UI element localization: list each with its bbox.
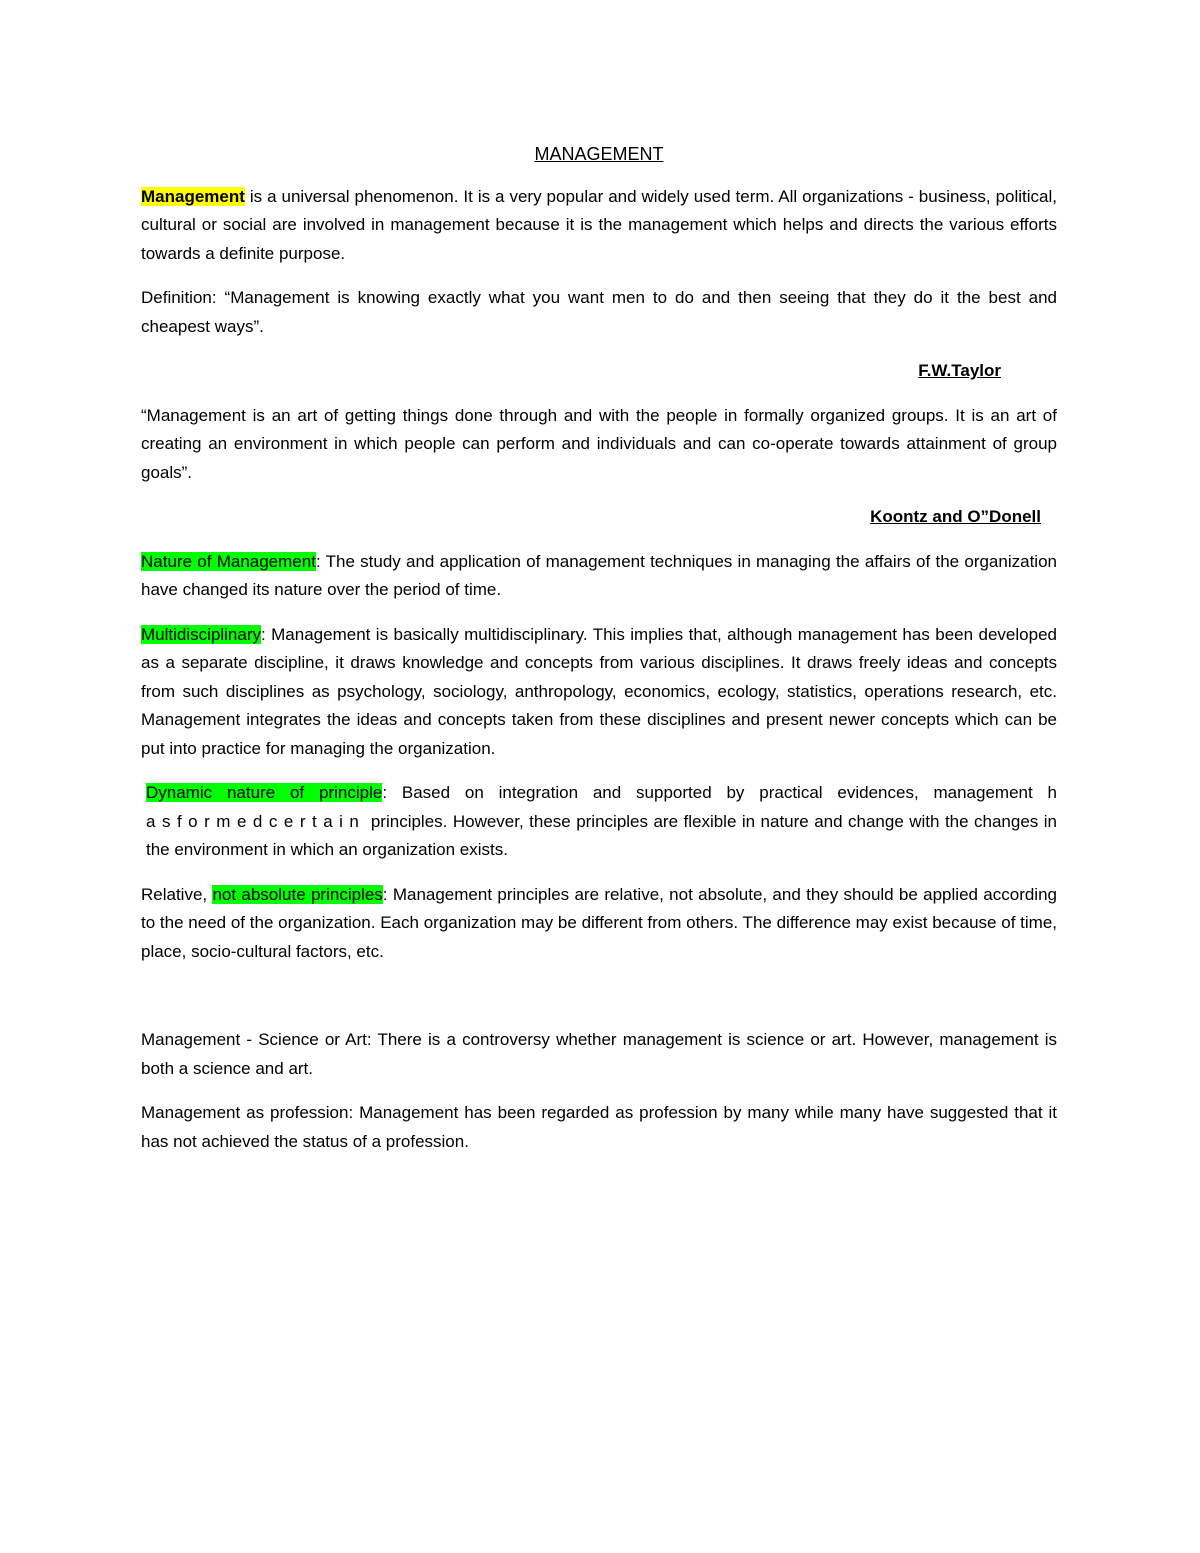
dynamic-spaced-text: asformedcertain xyxy=(146,811,366,831)
nature-text: : The study and application of management techniques in managing the affairs of the organization have changed its nature over the period of time. xyxy=(141,551,1057,599)
dynamic-text-a: : Based on integration and supported by practical evidences, management h xyxy=(382,783,1058,802)
dynamic-paragraph xyxy=(141,779,1057,865)
koontz-attribution: Koontz and O”Donell xyxy=(870,507,1041,526)
dynamic-text-b: principles. However, these principles are flexible in nature and change with the changes in the environment in which an organization exists. xyxy=(146,811,1057,859)
multidisciplinary-text: : Management is basically multidisciplinary. This implies that, although management has been developed as a separate discipline, it draws knowledge and concepts from various disciplines. It draws freely ideas and concepts from such disciplines as psychology, sociology, anthropology, economics, ecology, statistics, operations research, etc. Management integrates the ideas and concepts taken from these disciplines and present newer concepts which can be put into practice for managing the organization. xyxy=(141,624,1057,758)
multidisciplinary-label-highlight: Multidisciplinary xyxy=(141,624,261,644)
science-art-paragraph xyxy=(141,1026,1057,1083)
nature-paragraph xyxy=(141,548,1057,605)
relative-text: : Management principles are relative, not absolute, and they should be applied according to the need of the organization. Each organization may be different from others. The difference may exist because of time, place, socio-cultural factors, etc. xyxy=(141,884,1057,961)
intro-text: is a universal phenomenon. It is a very popular and widely used term. All organizations - business, political, cultural or social are involved in management because it is the management which helps and directs the various efforts towards a definite purpose. xyxy=(141,186,1057,263)
definition-text: Definition: “Management is knowing exactly what you want men to do and then seeing that they do it the best and cheapest ways”. xyxy=(141,288,1057,336)
profession-paragraph xyxy=(141,1099,1057,1156)
nature-label-highlight: Nature of Management xyxy=(141,551,316,571)
multidisciplinary-paragraph xyxy=(141,621,1057,764)
koontz-quote-text: “Management is an art of getting things done through and with the people in formally organized groups. It is an art of creating an environment in which people can perform and individuals and can co-operate towards attainment of group goals”. xyxy=(141,405,1057,482)
dynamic-label-highlight: Dynamic nature of principle xyxy=(146,783,383,802)
document-title: MANAGEMENT xyxy=(534,144,664,164)
spacer xyxy=(141,982,1057,1026)
taylor-attribution: F.W.Taylor xyxy=(918,361,1001,380)
intro-term-highlight: Management xyxy=(141,186,245,206)
relative-label-highlight: not absolute principles xyxy=(212,884,383,904)
document-page xyxy=(141,140,1057,1172)
relative-paragraph xyxy=(141,881,1057,967)
intro-paragraph xyxy=(141,183,1057,269)
definition-paragraph xyxy=(141,284,1057,341)
profession-text: Management as profession: Management has been regarded as profession by many while many have suggested that it has not achieved the status of a profession. xyxy=(141,1103,1057,1151)
koontz-quote-paragraph xyxy=(141,402,1057,488)
relative-prefix: Relative, xyxy=(141,884,213,904)
science-art-text: Management - Science or Art: There is a controversy whether management is science or art. However, management is both a science and art. xyxy=(141,1030,1057,1078)
